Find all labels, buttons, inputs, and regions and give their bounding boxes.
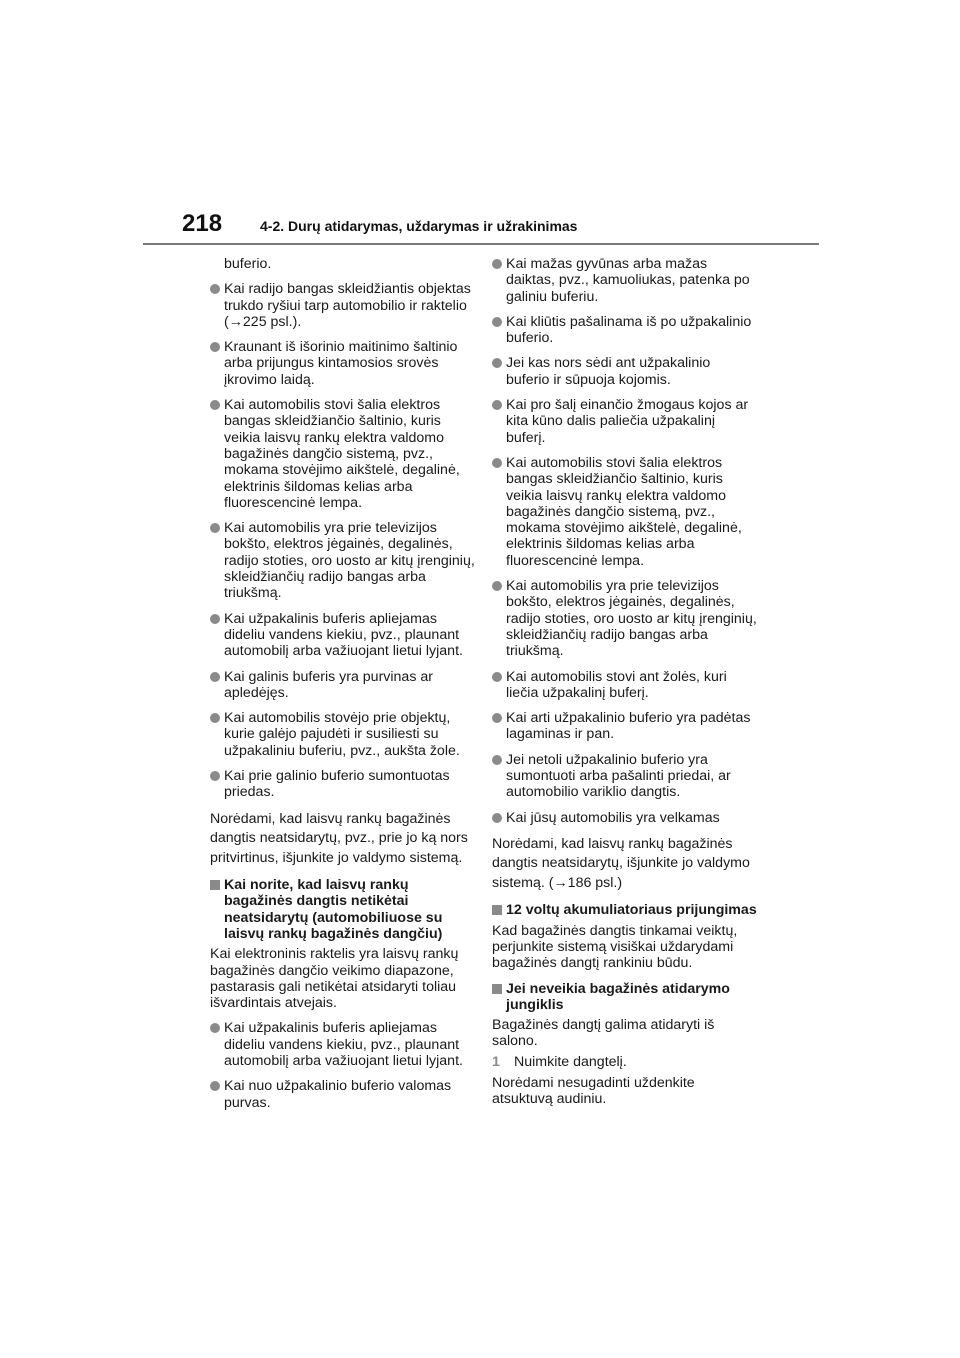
step-number: 1 bbox=[492, 1053, 500, 1070]
bullet-item: Kai automobilis stovi ant žolės, kuri liečia užpakalinį buferį. bbox=[492, 669, 757, 702]
bullet-dot-icon bbox=[492, 400, 502, 410]
bullet-item: Kai užpakalinis buferis apliejamas dideliu vandens kiekiu, pvz., plaunant automobilį arba važiuojant lietui lyjant. bbox=[210, 1020, 475, 1069]
bullet-item: Jei kas nors sėdi ant užpakalinio buferio ir sūpuoja kojomis. bbox=[492, 355, 757, 388]
section-heading: 12 voltų akumuliatoriaus prijungimas bbox=[492, 902, 757, 918]
paragraph: Kad bagažinės dangtis tinkamai veiktų, perjunkite sistemą visiškai uždarydami bagažinės dangtį rankiniu būdu. bbox=[492, 922, 738, 972]
bullet-dot-icon bbox=[210, 284, 220, 294]
square-bullet-icon bbox=[492, 984, 502, 994]
bullet-dot-icon bbox=[210, 523, 220, 533]
bullet-item: Kai automobilis stovi šalia elektros bangas skleidžiančio šaltinio, kuris veikia laisvų rankų elektra valdomo bagažinės dangčio sistemą, pvz., mokama stovėjimo aikštelė, degalinė, elektrinis šildomas kelias arba fluorescencinė lempa. bbox=[210, 397, 475, 511]
bullet-item: Kai arti užpakalinio buferio yra padėtas lagaminas ir pan. bbox=[492, 710, 757, 743]
bullet-item: Kai mažas gyvūnas arba mažas daiktas, pvz., kamuoliukas, patenka po galiniu buferiu. bbox=[492, 256, 757, 305]
bullet-dot-icon bbox=[210, 1023, 220, 1033]
paragraph: Kai elektroninis raktelis yra laisvų rankų bagažinės dangčio veikimo diapazone, pastarasis gali netikėtai atsidaryti toliau išvardintais atvejais. bbox=[210, 946, 459, 1012]
bullet-dot-icon bbox=[210, 342, 220, 352]
header-rule bbox=[143, 243, 819, 245]
bullet-item: Kai automobilis yra prie televizijos bokšto, elektros jėgainės, degalinės, radijo stoties, oro uosto ar kitų įrenginių, skleidžiančių radijo bangas arba triukšmą. bbox=[492, 578, 757, 659]
bullet-dot-icon bbox=[210, 1081, 220, 1091]
section-heading: Kai norite, kad laisvų rankų bagažinės dangtis netikėtai neatsidarytų (automobiliuose su laisvų rankų bagažinės dangčiu) bbox=[210, 877, 475, 942]
paragraph: Norėdami, kad laisvų rankų bagažinės dangtis neatsidarytų, pvz., prie jo ką nors pritvirtinus, išjunkite jo valdymo sistemą. bbox=[210, 810, 468, 866]
bullet-item: Jei netoli užpakalinio buferio yra sumontuoti arba pašalinti priedai, ar automobilio variklio dangtis. bbox=[492, 752, 757, 801]
bullet-item: Kai radijo bangas skleidžiantis objektas trukdo ryšiui tarp automobilio ir raktelio (→225 psl.). bbox=[210, 281, 475, 330]
bullet-item: Kraunant iš išorinio maitinimo šaltinio arba prijungus kintamosios srovės įkrovimo laidą. bbox=[210, 339, 475, 388]
bullet-item: Kai automobilis stovėjo prie objektų, kurie galėjo pajudėti ir susiliesti su užpakaliniu buferiu, pvz., aukšta žole. bbox=[210, 710, 475, 759]
bullet-dot-icon bbox=[492, 755, 502, 765]
bullet-item: Kai automobilis yra prie televizijos bokšto, elektros jėgainės, degalinės, radijo stoties, oro uosto ar kitų įrenginių, skleidžiančių radijo bangas arba triukšmą. bbox=[210, 520, 475, 601]
bullet-dot-icon bbox=[210, 400, 220, 410]
bullet-dot-icon bbox=[210, 614, 220, 624]
bullet-item: Kai užpakalinis buferis apliejamas dideliu vandens kiekiu, pvz., plaunant automobilį arba važiuojant lietui lyjant. bbox=[210, 611, 475, 660]
bullet-dot-icon bbox=[492, 813, 502, 823]
paragraph: Norėdami nesugadinti uždenkite atsuktuvą audiniu. bbox=[492, 1075, 695, 1108]
bullet-item: Kai automobilis stovi šalia elektros bangas skleidžiančio šaltinio, kuris veikia laisvų rankų elektra valdomo bagažinės dangčio sistemą, pvz., mokama stovėjimo aikštelė, degalinė, elektrinis šildomas kelias arba fluorescencinė lempa. bbox=[492, 455, 757, 569]
bullet-dot-icon bbox=[210, 771, 220, 781]
bullet-dot-icon bbox=[210, 713, 220, 723]
bullet-item: Kai kliūtis pašalinama iš po užpakalinio buferio. bbox=[492, 314, 757, 347]
bullet-dot-icon bbox=[492, 358, 502, 368]
continued-text: buferio. bbox=[224, 256, 272, 272]
bullet-dot-icon bbox=[492, 713, 502, 723]
section-title: 4-2. Durų atidarymas, uždarymas ir užrakinimas bbox=[260, 218, 578, 234]
step-item: 1 Nuimkite dangtelį. bbox=[492, 1053, 627, 1070]
bullet-dot-icon bbox=[492, 672, 502, 682]
page-number: 218 bbox=[182, 210, 223, 237]
bullet-dot-icon bbox=[210, 672, 220, 682]
square-bullet-icon bbox=[210, 880, 220, 890]
paragraph: Bagažinės dangtį galima atidaryti iš salono. bbox=[492, 1017, 715, 1050]
bullet-dot-icon bbox=[492, 458, 502, 468]
section-heading: Jei neveikia bagažinės atidarymo jungiklis bbox=[492, 981, 757, 1014]
square-bullet-icon bbox=[492, 905, 502, 915]
bullet-item: Kai pro šalį einančio žmogaus kojos ar kita kūno dalis paliečia užpakalinį buferį. bbox=[492, 397, 757, 446]
bullet-dot-icon bbox=[492, 581, 502, 591]
bullet-item: Kai nuo užpakalinio buferio valomas purvas. bbox=[210, 1078, 475, 1111]
bullet-item: Kai prie galinio buferio sumontuotas priedas. bbox=[210, 768, 475, 801]
bullet-dot-icon bbox=[492, 259, 502, 269]
bullet-dot-icon bbox=[492, 317, 502, 327]
paragraph: Norėdami, kad laisvų rankų bagažinės dangtis neatsidarytų, išjunkite jo valdymo sistemą. (→186 psl.) bbox=[492, 835, 750, 891]
right-column bbox=[492, 256, 757, 1117]
bullet-item: Kai jūsų automobilis yra velkamas bbox=[492, 810, 757, 826]
left-column bbox=[210, 256, 475, 1120]
bullet-item: Kai galinis buferis yra purvinas ar apledėjęs. bbox=[210, 669, 475, 702]
